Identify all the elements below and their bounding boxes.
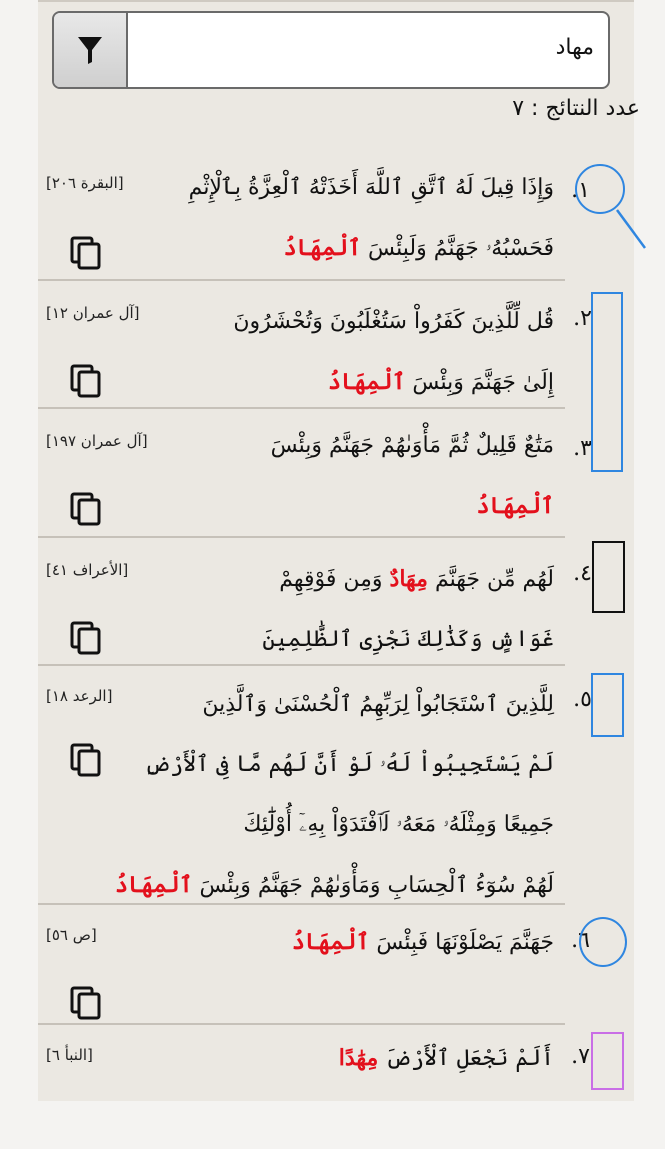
result-number: ٤. [573,561,592,586]
highlighted-match: ٱلْمِهَادُ [115,872,193,898]
filter-icon [76,35,104,65]
annotation-box-5 [591,673,624,737]
result-number: ٥. [573,687,592,712]
verse-line [84,218,554,279]
verse-segment: جَهَنَّمَ يَصْلَوْنَهَا فَبِئْسَ [369,930,554,955]
verse-line [84,795,554,855]
result-number: ٧. [571,1044,590,1069]
filter-button[interactable] [54,13,128,87]
verse-segment: لَمْ يَسْتَجِيبُواْ لَهُۥ لَوْ أَنَّ لَهُم مَّا فِى ٱلْأَرْضِ [144,752,554,777]
verse-text [84,1028,554,1089]
verse-reference[interactable]: [البقرة ٢٠٦] [46,174,124,192]
result-row[interactable] [38,537,634,662]
result-row[interactable] [38,280,634,405]
verse-text [84,416,554,537]
row-divider [38,1023,565,1025]
verse-reference[interactable]: [الرعد ١٨] [46,687,113,705]
verse-text [84,549,554,670]
verse-line [84,1028,554,1089]
highlighted-match: مِهَادٌ [389,566,428,592]
row-divider [38,903,565,905]
result-number: ٢. [573,306,592,331]
verse-text [84,292,554,413]
result-row[interactable] [38,408,634,533]
verse-reference[interactable]: [آل عمران ١٩٧] [46,432,148,450]
verse-segment: لِلَّذِينَ ٱسْتَجَابُواْ لِرَبِّهِمُ ٱلْحُسْنَىٰ وَٱلَّذِينَ [202,692,554,717]
verse-segment: قُل لِّلَّذِينَ كَفَرُواْ سَتُغْلَبُونَ وَتُحْشَرُونَ [233,309,554,334]
verse-line [84,416,554,476]
copy-icon[interactable] [70,364,102,398]
copy-icon[interactable] [70,743,102,777]
verse-segment: إِلَىٰ جَهَنَّمَ وَبِئْسَ [405,370,554,395]
verse-text [84,912,554,973]
result-number: ٦. [571,928,590,953]
top-border [38,0,634,2]
verse-line [84,476,554,537]
annotation-circle-6 [579,917,627,967]
annotation-box-7 [591,1032,624,1090]
copy-icon[interactable] [70,492,102,526]
verse-text [84,675,554,916]
result-row[interactable] [38,1024,634,1149]
annotation-box-4 [592,541,625,613]
annotation-box-2-3 [591,292,623,472]
verse-segment: وَمِن فَوْقِهِمْ [279,567,390,592]
search-input[interactable]: مهاد [555,35,594,60]
row-divider [38,536,565,538]
verse-reference[interactable]: [النبأ ٦] [46,1046,93,1064]
verse-segment: لَهُمْ سُوٓءُ ٱلْحِسَابِ وَمَأْوَىٰهُمْ جَهَنَّمُ وَبِئْسَ [192,873,554,898]
copy-icon[interactable] [70,621,102,655]
copy-icon[interactable] [70,236,102,270]
verse-segment: لَهُم مِّن جَهَنَّمَ [427,567,554,592]
verse-line [84,735,554,795]
verse-line [84,675,554,735]
result-row[interactable] [38,904,634,1029]
verse-text [84,158,554,279]
result-row[interactable] [38,665,634,898]
row-divider [38,279,565,281]
verse-line [84,549,554,610]
search-magnifier-icon [615,208,649,252]
verse-reference[interactable]: [ص ٥٦] [46,926,97,944]
verse-line [84,610,554,670]
highlighted-match: مِهَٰدًا [338,1045,379,1071]
copy-icon[interactable] [70,986,102,1020]
result-row[interactable] [38,150,634,275]
highlighted-match: ٱلْمِهَادُ [476,493,554,519]
results-count: عدد النتائج : ٧ [512,96,640,121]
result-number: ١. [571,178,590,203]
verse-reference[interactable]: [الأعراف ٤١] [46,561,129,579]
verse-line [84,292,554,352]
highlighted-match: ٱلْمِهَادُ [291,929,370,955]
row-divider [38,664,565,666]
verse-segment: فَحَسْبُهُۥ جَهَنَّمُ وَلَبِئْسَ [361,236,554,261]
verse-line [84,912,554,973]
verse-line [84,158,554,218]
verse-reference[interactable]: [آل عمران ١٢] [46,304,140,322]
verse-segment: أَلَمْ نَجْعَلِ ٱلْأَرْضَ [378,1046,554,1071]
search-bar[interactable] [52,11,610,89]
verse-segment: غَوَاشٍ وَكَذَٰلِكَ نَجْزِى ٱلظَّٰلِمِينَ [262,627,554,652]
highlighted-match: ٱلْمِهَادُ [283,235,362,261]
result-number: ٣. [573,436,592,461]
verse-segment: جَمِيعًا وَمِثْلَهُۥ مَعَهُۥ لَٱفْتَدَوْاْ بِهِۦٓ أُوْلَٰٓئِكَ [243,812,554,837]
row-divider [38,407,565,409]
verse-line [84,352,554,413]
annotation-circle-1 [575,164,625,214]
highlighted-match: ٱلْمِهَادُ [328,369,406,395]
verse-segment: وَإِذَا قِيلَ لَهُ ٱتَّقِ ٱللَّهَ أَخَذَتْهُ ٱلْعِزَّةُ بِٱلْإِثْمِ [188,175,554,200]
verse-segment: مَتَٰعٌ قَلِيلٌ ثُمَّ مَأْوَىٰهُمْ جَهَنَّمُ وَبِئْسَ [270,433,554,458]
